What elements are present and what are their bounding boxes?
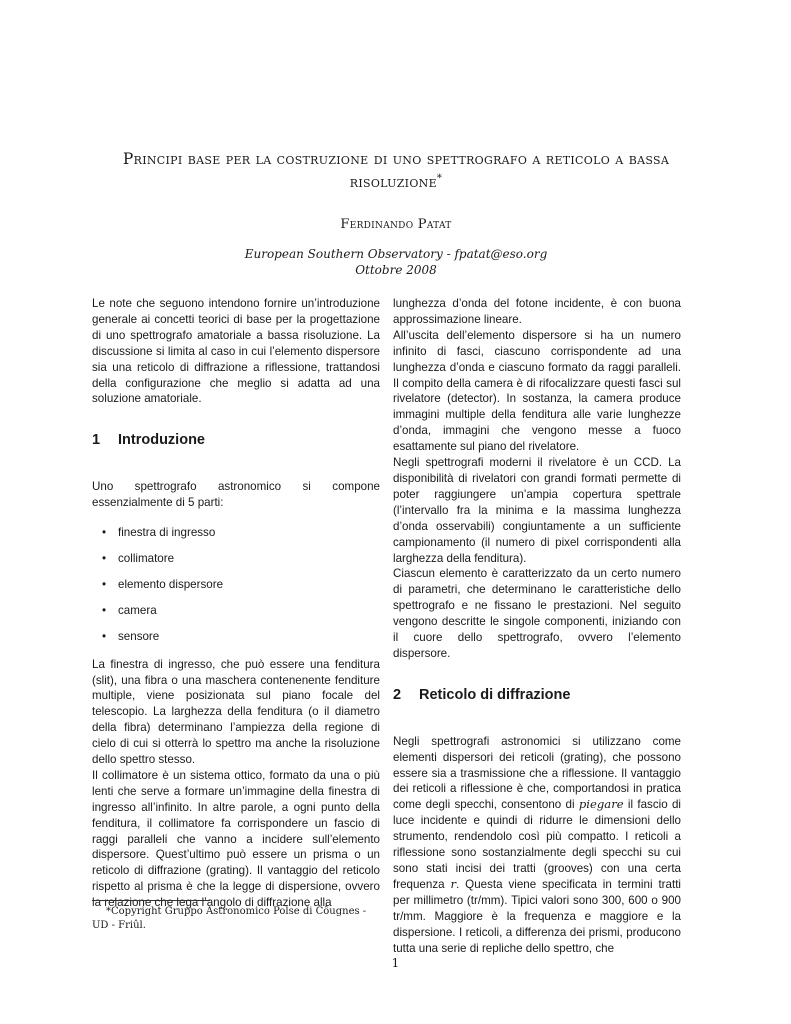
math-symbol: r [450, 876, 457, 891]
section-title: Reticolo di diffrazione [419, 686, 571, 703]
page-number: 1 [391, 956, 400, 970]
paragraph: La finestra di ingresso, che può essere una fenditura (slit), una fibra o una maschera contenenente fenditure multiple, viene posizionata sul piano focale del telescopio. La larghezza della fenditura (o il diametro della fibra) determinano l’ampiezza della regione di cielo di cui si otterrà lo spettro ma anche la risoluzione dello spettro stesso. [92, 657, 380, 767]
title-footnote-mark: * [436, 173, 443, 184]
list-item: • collimatore [102, 551, 175, 565]
section-title: Introduzione [118, 432, 205, 449]
paper-title: Principi base per la costruzione di uno spettrografo a reticolo a bassa risoluzione* [122, 150, 670, 192]
bullet-icon: • [102, 577, 107, 591]
bullet-icon: • [102, 629, 107, 643]
paragraph: Il collimatore è un sistema ottico, formato da una o più lenti che serve a formare un’immagine della finestra di ingresso all’infinito. In altre parole, a ogni punto della fenditura, il collimatore fa corrispondere un fascio di raggi paralleli che vanno a incidere sull’elemento dispersore. Quest’ultimo può essere un prisma o un reticolo di diffrazione (grating). Il vantaggio del reticolo rispetto al prisma è che la legge di dispersione, ovvero la relazione che lega l’angolo di diffrazione alla [92, 768, 380, 910]
author-affiliation: European Southern Observatory - fpatat@eso.org [244, 247, 548, 262]
paragraph: All’uscita dell’elemento dispersore si ha un numero infinito di fasci, ciascuno corrispondente ad una lunghezza d’onda e ciascuno formato da raggi paralleli. Il compito della camera è di rifocalizzare questi fasci sul rivelatore (detector). In sostanza, la camera produce immagini multiple della fenditura alle varie lunghezze d’onda, immagini che vengono messe a fuoco esattamente sul piano del rivelatore. [393, 328, 681, 454]
list-item: • elemento dispersore [102, 577, 224, 591]
footnote-rule [92, 900, 210, 901]
bullet-icon: • [102, 526, 107, 540]
title-block [92, 150, 700, 278]
publication-date: Ottobre 2008 [355, 263, 437, 278]
paragraph: Uno spettrografo astronomico si compone essenzialmente di 5 parti: [92, 480, 380, 510]
abstract: Le note che seguono intendono fornire un’introduzione generale ai concetti teorici di base per la progettazione di uno spettrografo amatoriale a bassa risoluzione. La discussione si limita al caso in cui l’elemento dispersore sia una reticolo di diffrazione a riflessione, trattandosi della configurazione che meglio si adatta ad una soluzione amatoriale. [92, 297, 380, 406]
footnote [92, 900, 382, 933]
bullet-icon: • [102, 603, 107, 617]
right-column [393, 296, 681, 956]
parts-list [92, 525, 380, 645]
paragraph: Negli spettrografi moderni il rivelatore è un CCD. La disponibilità di rivelatori con grandi formati permette di poter raggiungere un’ampia copertura spettrale (l’intervallo fra la minima e la massima lunghezza d’onda osservabili) congiuntamente a un sufficiente campionamento (il numero di pixel corrispondenti alla larghezza della fenditura). [393, 456, 681, 565]
paragraph: Ciascun elemento è caratterizzato da un certo numero di parametri, che determinano le caratteristiche dello spettrografo e ne fissano le prestazioni. Nel seguito vengono descritte le singole componenti, iniziando con il cuore dello spettrografo, ovvero l’elemento dispersore. [393, 567, 681, 660]
paragraph: lunghezza d’onda del fotone incidente, è con buona approssimazione lineare. [393, 297, 681, 326]
paragraph: Negli spettrografi astronomici si utilizzano come elementi dispersori dei reticoli (grating), che possono essere sia a trasmissione che a riflessione. Il vantaggio dei reticoli a riflessione è che, comportandosi in pratica come degli specchi, consentono di piegare il fascio di luce incidente e quindi di ridurre le dimensioni dello strumento, rendendolo così più compatto. I reticoli a riflessione sono sostanzialmente degli specchi su cui sono stati incisi dei tratti (grooves) con una certa frequenza r. Questa viene specificata in termini tratti per millimetro (tr/mm). Tipici valori sono 300, 600 o 900 tr/mm. Maggiore è la frequenza e maggiore e la dispersione. I reticoli, a differenza dei prismi, producono tutta una serie di repliche dello spettro, che [393, 734, 681, 955]
section-number: 2 [393, 686, 402, 703]
emphasis: piegare [578, 797, 624, 812]
list-item: • camera [102, 603, 157, 617]
footnote-text: *Copyright Gruppo Astronomico Polse di Côugnes - UD - Friûl. [92, 906, 367, 931]
author-name: Ferdinando Patat [340, 217, 452, 233]
section-heading-reticolo [393, 688, 681, 704]
left-column [92, 296, 380, 911]
list-item: • sensore [102, 629, 160, 643]
bullet-icon: • [102, 551, 107, 565]
section-heading-introduzione [92, 433, 380, 449]
list-item: • finestra di ingresso [102, 526, 216, 540]
section-number: 1 [92, 432, 101, 449]
